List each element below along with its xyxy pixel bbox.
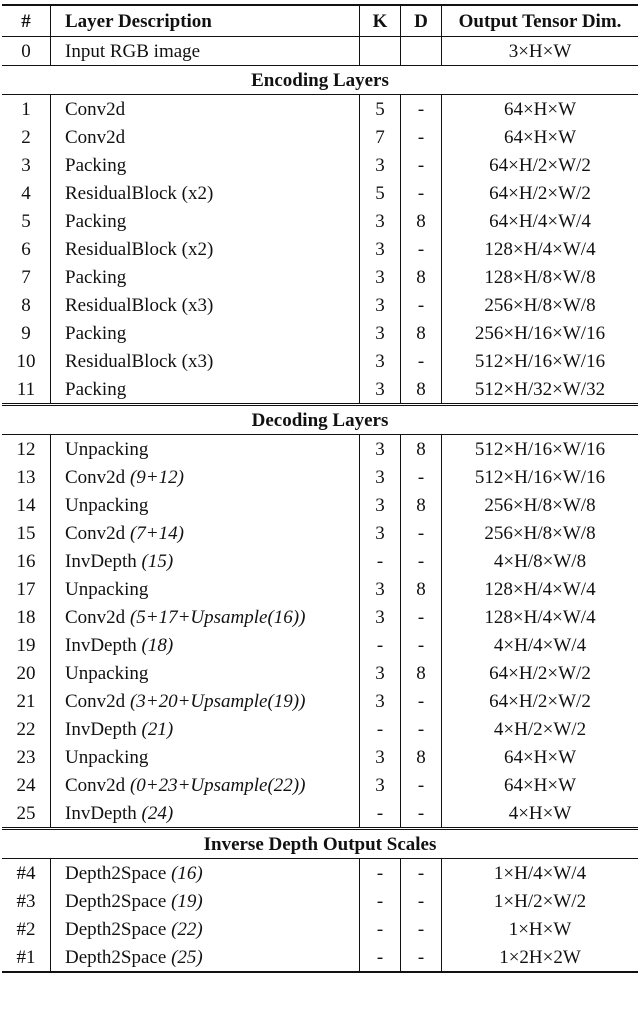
header-row <box>2 5 638 37</box>
row-output: 256×H/8×W/8 <box>484 522 596 544</box>
row-d: - <box>401 715 442 743</box>
row-k: 3 <box>360 263 401 291</box>
layer-name: Conv2d <box>65 126 126 148</box>
row-k: - <box>360 915 401 943</box>
row-d: - <box>401 943 442 972</box>
layer-name: InvDepth <box>65 718 137 740</box>
table-row <box>2 859 638 888</box>
row-d: 8 <box>401 207 442 235</box>
row-d: - <box>401 915 442 943</box>
row-d: - <box>401 179 442 207</box>
layer-inputs: (15) <box>141 550 174 572</box>
row-d: 8 <box>401 319 442 347</box>
row-k: 3 <box>360 207 401 235</box>
layer-name: ResidualBlock (x3) <box>65 294 214 316</box>
row-description <box>51 435 360 464</box>
row-description <box>51 491 360 519</box>
section-title: Decoding Layers <box>2 405 638 435</box>
layer-name: ResidualBlock (x2) <box>65 182 214 204</box>
row-k: 5 <box>360 179 401 207</box>
table-row <box>2 715 638 743</box>
row-num: 17 <box>2 575 51 603</box>
table-row <box>2 95 638 124</box>
row-num: #4 <box>2 859 51 888</box>
layer-inputs: (9+12) <box>129 466 184 488</box>
row-k: 3 <box>360 291 401 319</box>
row-k: 3 <box>360 435 401 464</box>
row-k <box>360 37 401 66</box>
row-num: 4 <box>2 179 51 207</box>
row-d: - <box>401 859 442 888</box>
row-description <box>51 151 360 179</box>
table-row <box>2 603 638 631</box>
row-k: 3 <box>360 319 401 347</box>
header-d: D <box>401 5 442 37</box>
row-d: - <box>401 123 442 151</box>
row-d: 8 <box>401 743 442 771</box>
layer-name: Packing <box>65 378 127 400</box>
layer-name: Unpacking <box>65 494 149 516</box>
row-output: 256×H/16×W/16 <box>474 322 606 344</box>
layer-inputs: (24) <box>141 802 174 824</box>
row-num: 25 <box>2 799 51 829</box>
layer-name: Conv2d <box>65 522 126 544</box>
row-k: - <box>360 859 401 888</box>
row-output: 4×H×W <box>508 802 572 824</box>
table-row <box>2 915 638 943</box>
layer-name: Conv2d <box>65 466 126 488</box>
row-k: 3 <box>360 347 401 375</box>
row-d: - <box>401 771 442 799</box>
row-k: - <box>360 547 401 575</box>
section-title: Inverse Depth Output Scales <box>2 829 638 859</box>
row-description <box>51 859 360 888</box>
row-k: - <box>360 943 401 972</box>
layer-inputs: (5+17+Upsample(16)) <box>129 606 306 628</box>
header-description: Layer Description <box>51 5 360 37</box>
row-num: 0 <box>2 37 51 66</box>
table-row <box>2 519 638 547</box>
table-row <box>2 687 638 715</box>
row-num: 3 <box>2 151 51 179</box>
row-k: 3 <box>360 519 401 547</box>
layer-name: Conv2d <box>65 774 126 796</box>
row-description <box>51 715 360 743</box>
layer-inputs: (18) <box>141 634 174 656</box>
row-num: 23 <box>2 743 51 771</box>
row-k: 3 <box>360 687 401 715</box>
table-row <box>2 207 638 235</box>
table-row <box>2 491 638 519</box>
table-row <box>2 263 638 291</box>
row-output: 64×H×W <box>503 774 577 796</box>
row-output: 64×H/2×W/2 <box>489 182 591 204</box>
table-row <box>2 435 638 464</box>
row-description <box>51 291 360 319</box>
row-output: 3×H×W <box>442 37 639 66</box>
row-k: 3 <box>360 463 401 491</box>
row-num: 21 <box>2 687 51 715</box>
table-row <box>2 799 638 829</box>
row-description <box>51 547 360 575</box>
row-description <box>51 915 360 943</box>
input-row <box>2 37 638 66</box>
layer-name: Depth2Space <box>65 862 167 884</box>
row-output: 64×H×W <box>442 95 639 124</box>
row-output: 512×H/16×W/16 <box>442 435 639 464</box>
table-row <box>2 463 638 491</box>
row-k: 3 <box>360 743 401 771</box>
row-num: 20 <box>2 659 51 687</box>
row-k: 5 <box>360 95 401 124</box>
layer-name: ResidualBlock (x3) <box>65 350 214 372</box>
row-output: 1×H×W <box>508 918 572 940</box>
layer-name: Packing <box>65 322 127 344</box>
table-row <box>2 887 638 915</box>
row-description <box>51 319 360 347</box>
layer-name: Packing <box>65 266 127 288</box>
row-output: 128×H/8×W/8 <box>484 266 596 288</box>
layer-name: Packing <box>65 154 127 176</box>
table-row <box>2 347 638 375</box>
row-d: 8 <box>401 575 442 603</box>
row-k: 3 <box>360 491 401 519</box>
layer-inputs: (3+20+Upsample(19)) <box>129 690 306 712</box>
row-description <box>51 631 360 659</box>
row-output: 4×H/2×W/2 <box>493 718 587 740</box>
row-description <box>51 687 360 715</box>
row-output: 512×H/16×W/16 <box>474 350 606 372</box>
row-output: 128×H/4×W/4 <box>484 606 596 628</box>
row-description <box>51 347 360 375</box>
layer-name: Unpacking <box>65 578 149 600</box>
row-num: 11 <box>2 375 51 405</box>
row-k: - <box>360 887 401 915</box>
row-description <box>51 179 360 207</box>
header-output: Output Tensor Dim. <box>442 5 639 37</box>
row-num: #2 <box>2 915 51 943</box>
layer-name: Unpacking <box>65 746 149 768</box>
row-num: 13 <box>2 463 51 491</box>
row-description <box>51 659 360 687</box>
row-output: 1×H/4×W/4 <box>442 859 639 888</box>
layer-name: Depth2Space <box>65 890 167 912</box>
layer-inputs: (16) <box>171 862 203 884</box>
row-num: 10 <box>2 347 51 375</box>
layer-inputs: (0+23+Upsample(22)) <box>129 774 306 796</box>
layer-inputs: (7+14) <box>129 522 184 544</box>
row-num: 18 <box>2 603 51 631</box>
table-row <box>2 179 638 207</box>
table-row <box>2 743 638 771</box>
row-description <box>51 375 360 405</box>
row-num: #3 <box>2 887 51 915</box>
row-description <box>51 603 360 631</box>
row-description <box>51 743 360 771</box>
table-row <box>2 319 638 347</box>
row-num: 8 <box>2 291 51 319</box>
row-output: 64×H×W <box>503 746 577 768</box>
row-num: 24 <box>2 771 51 799</box>
row-d: - <box>401 799 442 829</box>
section-encoding <box>2 66 638 95</box>
row-d: - <box>401 603 442 631</box>
layer-name: Conv2d <box>65 606 126 628</box>
row-description <box>51 943 360 972</box>
layer-name: Conv2d <box>65 690 126 712</box>
row-d: - <box>401 291 442 319</box>
table-row <box>2 631 638 659</box>
table-row <box>2 771 638 799</box>
row-d: - <box>401 347 442 375</box>
row-output: 4×H/8×W/8 <box>493 550 587 572</box>
row-output: 256×H/8×W/8 <box>484 494 596 516</box>
section-output_scales <box>2 829 638 859</box>
row-d: 8 <box>401 659 442 687</box>
layer-name: Depth2Space <box>65 918 167 940</box>
layer-name: InvDepth <box>65 634 137 656</box>
row-d: - <box>401 235 442 263</box>
row-d: 8 <box>401 435 442 464</box>
row-d: - <box>401 887 442 915</box>
layer-name: ResidualBlock (x2) <box>65 238 214 260</box>
row-description <box>51 123 360 151</box>
table-row <box>2 151 638 179</box>
row-output: 512×H/32×W/32 <box>474 378 606 400</box>
table-row <box>2 943 638 972</box>
row-output: 64×H×W <box>503 126 577 148</box>
row-k: 3 <box>360 151 401 179</box>
row-num: 16 <box>2 547 51 575</box>
row-k: - <box>360 631 401 659</box>
row-description <box>51 207 360 235</box>
row-k: 3 <box>360 659 401 687</box>
row-output: 64×H/4×W/4 <box>489 210 591 232</box>
table-row <box>2 291 638 319</box>
row-description <box>51 887 360 915</box>
row-d: - <box>401 151 442 179</box>
row-k: 3 <box>360 375 401 405</box>
row-output: 128×H/4×W/4 <box>484 578 596 600</box>
row-d: - <box>401 463 442 491</box>
row-k: 7 <box>360 123 401 151</box>
row-description <box>51 463 360 491</box>
row-num: 2 <box>2 123 51 151</box>
row-k: 3 <box>360 603 401 631</box>
row-description <box>51 263 360 291</box>
row-k: 3 <box>360 771 401 799</box>
row-output: 64×H/2×W/2 <box>489 662 591 684</box>
layer-name: Unpacking <box>65 662 149 684</box>
row-num: 6 <box>2 235 51 263</box>
row-output: 256×H/8×W/8 <box>484 294 596 316</box>
row-d <box>401 37 442 66</box>
row-d: - <box>401 95 442 124</box>
row-output: 512×H/16×W/16 <box>474 466 606 488</box>
row-num: 7 <box>2 263 51 291</box>
row-output: 1×2H×2W <box>442 943 639 972</box>
layer-inputs: (19) <box>171 890 203 912</box>
row-num: #1 <box>2 943 51 972</box>
network-architecture-table <box>2 4 638 973</box>
row-d: - <box>401 519 442 547</box>
row-d: - <box>401 631 442 659</box>
header-k: K <box>360 5 401 37</box>
row-k: - <box>360 799 401 829</box>
table-row <box>2 575 638 603</box>
row-k: 3 <box>360 235 401 263</box>
row-d: 8 <box>401 491 442 519</box>
layer-name: Conv2d <box>65 98 126 120</box>
row-description <box>51 95 360 124</box>
layer-inputs: (22) <box>171 918 203 940</box>
row-output: 1×H/2×W/2 <box>493 890 587 912</box>
section-title: Encoding Layers <box>2 66 638 95</box>
row-d: - <box>401 687 442 715</box>
row-k: 3 <box>360 575 401 603</box>
layer-name: Packing <box>65 210 127 232</box>
table-row <box>2 235 638 263</box>
table-row <box>2 375 638 405</box>
layer-inputs: (21) <box>141 718 174 740</box>
layer-name: Depth2Space <box>65 946 167 968</box>
row-description <box>51 771 360 799</box>
row-num: 15 <box>2 519 51 547</box>
row-description <box>51 575 360 603</box>
row-num: 5 <box>2 207 51 235</box>
layer-inputs: (25) <box>171 946 203 968</box>
row-output: 64×H/2×W/2 <box>489 690 591 712</box>
row-num: 22 <box>2 715 51 743</box>
row-output: 128×H/4×W/4 <box>484 238 596 260</box>
section-decoding <box>2 405 638 435</box>
row-output: 4×H/4×W/4 <box>493 634 587 656</box>
row-output: 64×H/2×W/2 <box>489 154 591 176</box>
row-description: Input RGB image <box>51 37 360 66</box>
row-k: - <box>360 715 401 743</box>
table-row <box>2 123 638 151</box>
row-num: 12 <box>2 435 51 464</box>
row-description <box>51 799 360 829</box>
row-num: 19 <box>2 631 51 659</box>
layer-name: InvDepth <box>65 802 137 824</box>
row-num: 14 <box>2 491 51 519</box>
header-num: # <box>2 5 51 37</box>
row-description <box>51 519 360 547</box>
row-num: 1 <box>2 95 51 124</box>
layer-name: InvDepth <box>65 550 137 572</box>
row-num: 9 <box>2 319 51 347</box>
row-description <box>51 235 360 263</box>
row-d: 8 <box>401 263 442 291</box>
layer-name: Unpacking <box>65 438 149 460</box>
row-d: 8 <box>401 375 442 405</box>
table-row <box>2 547 638 575</box>
row-d: - <box>401 547 442 575</box>
table-row <box>2 659 638 687</box>
